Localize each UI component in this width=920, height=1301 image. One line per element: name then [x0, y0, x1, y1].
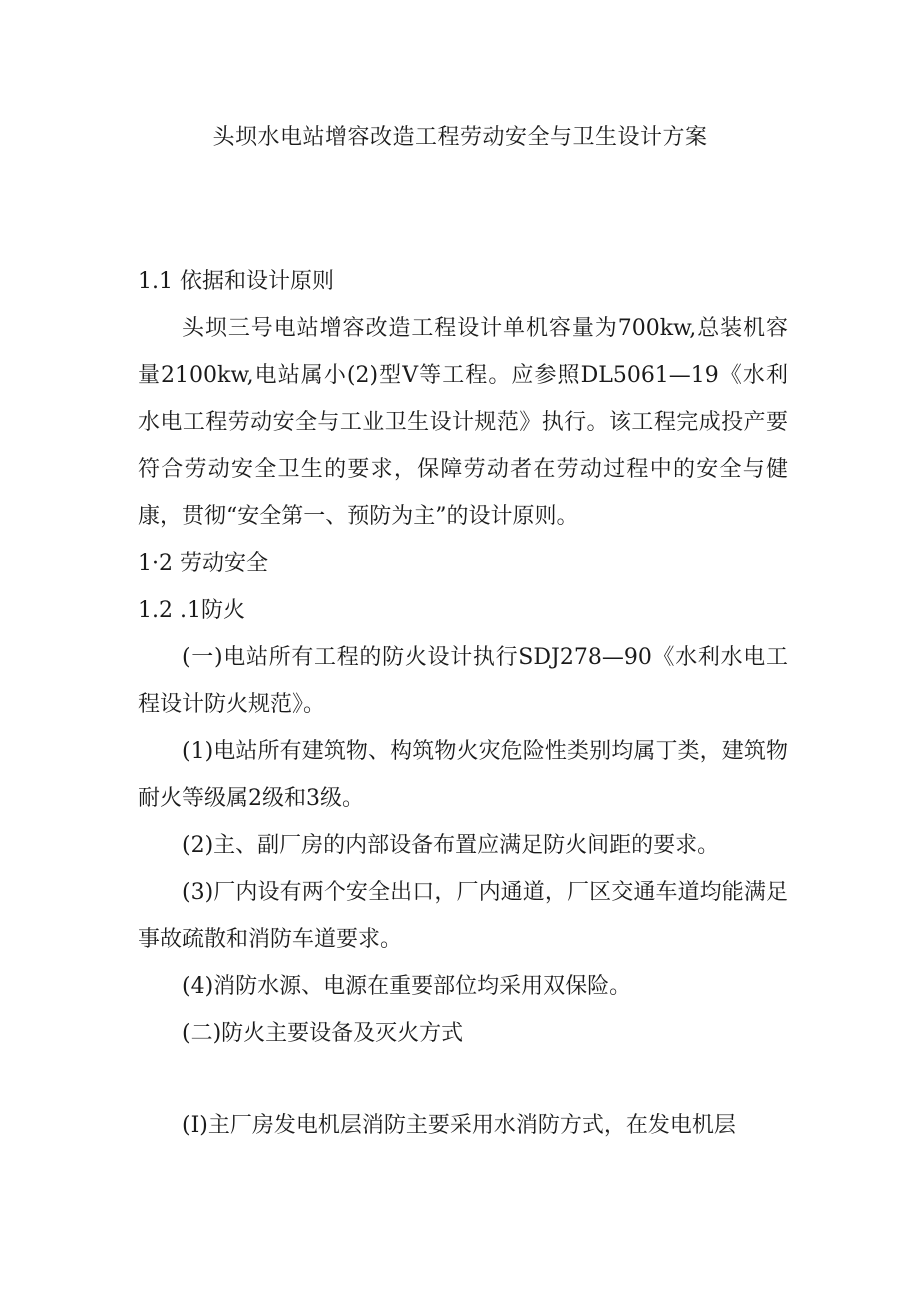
paragraph-item-2: (2)主、副厂房的内部设备布置应满足防火间距的要求。	[182, 833, 720, 858]
paragraph-item-4: (4)消防水源、电源在重要部位均采用双保险。	[182, 974, 632, 999]
paragraph-item-I: (I)主厂房发电机层消防主要采用水消防方式，在发电机层	[182, 1113, 736, 1138]
document-body	[138, 258, 788, 1149]
paragraph-fire-design-standard: (一)电站所有工程的防火设计执行SDJ278—90《水利水电工程设计防火规范》。	[138, 645, 788, 717]
spacer	[138, 1057, 788, 1102]
section-heading-1-1: 1.1 依据和设计原则	[138, 269, 334, 294]
paragraph-item-3: (3)厂内设有两个安全出口，厂内通道，厂区交通车道均能满足事故疏散和消防车道要求。	[138, 880, 788, 952]
document-title: 头坝水电站增容改造工程劳动安全与卫生设计方案	[212, 125, 708, 150]
paragraph-design-basis: 头坝三号电站增容改造工程设计单机容量为700kw,总装机容量2100kw,电站属小(2)型V等工程。应参照DL5061—19《水利水电工程劳动安全与工业卫生设计规范》执行。该工程完成投产要符合劳动安全卫生的要求，保障劳动者在劳动过程中的安全与健康，贯彻“安全第一、预防为主”的设计原则。	[138, 316, 788, 529]
paragraph-fire-equipment: (二)防火主要设备及灭火方式	[182, 1021, 464, 1046]
paragraph-item-1: (1)电站所有建筑物、构筑物火灾危险性类别均属丁类，建筑物耐火等级属2级和3级。	[138, 739, 788, 811]
section-heading-1-2: 1·2 劳动安全	[138, 551, 268, 576]
section-heading-1-2-1: 1.2 .1防火	[138, 598, 245, 623]
